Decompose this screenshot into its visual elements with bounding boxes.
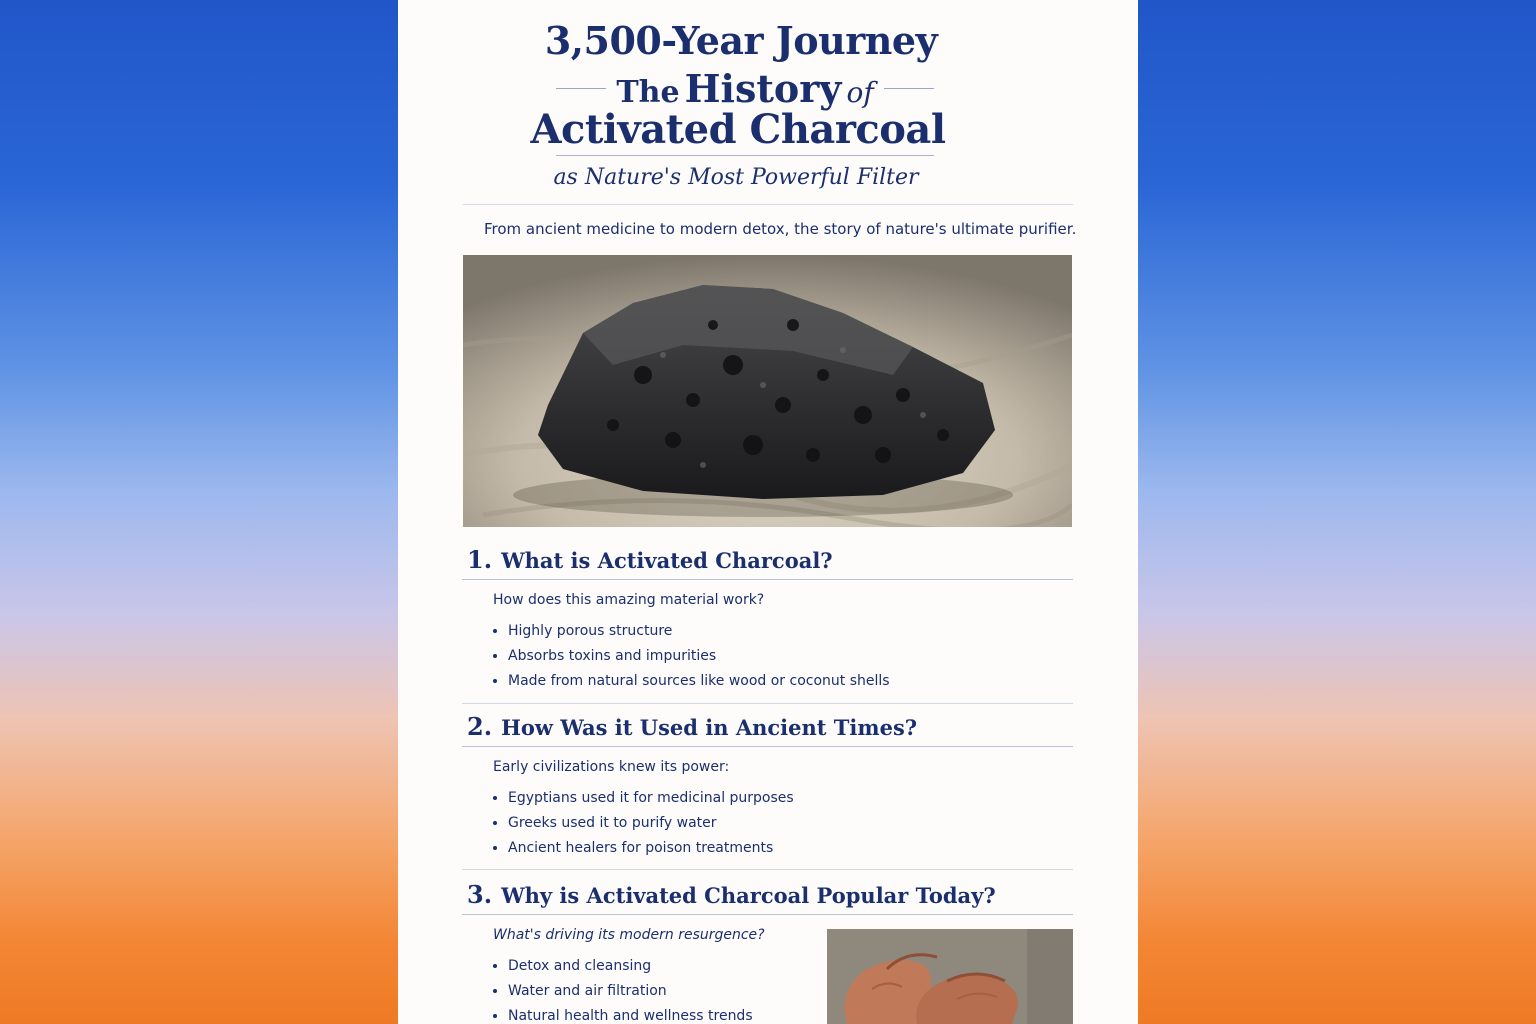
title-line-1: 3,500-Year Journey: [544, 18, 938, 63]
section-title: What is Activated Charcoal?: [501, 548, 833, 573]
title-line-3: Activated Charcoal: [530, 106, 946, 153]
section-number: 1.: [467, 545, 493, 574]
list-item: [493, 810, 1073, 835]
section-question: How does this amazing material work?: [493, 592, 765, 608]
title-of: of: [846, 75, 874, 109]
section-heading: [462, 545, 1073, 580]
list-item-text: Made from natural sources like wood or coconut shells: [508, 672, 890, 689]
bullet-list: [493, 785, 1073, 860]
section-1: [462, 545, 1073, 693]
list-item-text: Water and air filtration: [508, 982, 667, 999]
list-item-text: Egyptians used it for medicinal purposes: [508, 789, 794, 806]
list-item-text: Detox and cleansing: [508, 957, 652, 974]
title-history-words: [606, 66, 883, 111]
charcoal-rock-photo: [463, 255, 1072, 527]
bullet-icon: [493, 821, 497, 825]
title-line-2: [556, 66, 934, 110]
list-item-text: Greeks used it to purify water: [508, 814, 717, 831]
title-right-rule: [884, 88, 934, 89]
section-number: 2.: [467, 712, 493, 741]
hands-holding-photo: [827, 929, 1073, 1024]
bullet-icon: [493, 989, 497, 993]
title-left-rule: [556, 88, 606, 89]
bullet-icon: [493, 796, 497, 800]
section-question: Early civilizations knew its power:: [493, 759, 730, 775]
list-item: [493, 785, 1073, 810]
list-item: [493, 668, 1073, 693]
title-history: History: [684, 65, 842, 111]
charcoal-rock-icon: [463, 255, 1072, 527]
section-heading: [462, 880, 1073, 915]
list-item: [493, 643, 1073, 668]
intro-text: From ancient medicine to modern detox, the story of nature's ultimate purifier.: [484, 220, 1077, 238]
title-the: The: [616, 74, 680, 110]
section-title: Why is Activated Charcoal Popular Today?: [501, 883, 996, 908]
list-item-text: Highly porous structure: [508, 622, 673, 639]
section-number: 3.: [467, 880, 493, 909]
list-item: [493, 835, 1073, 860]
bullet-icon: [493, 654, 497, 658]
section-title: How Was it Used in Ancient Times?: [501, 715, 918, 740]
list-item-text: Ancient healers for poison treatments: [508, 839, 774, 856]
bullet-icon: [493, 679, 497, 683]
section-question: What's driving its modern resurgence?: [493, 927, 765, 943]
bullet-icon: [493, 629, 497, 633]
section-2: [462, 712, 1073, 860]
list-item-text: Natural health and wellness trends: [508, 1007, 753, 1024]
subtitle: as Nature's Most Powerful Filter: [553, 165, 919, 190]
list-item: [493, 618, 1073, 643]
list-item-text: Absorbs toxins and impurities: [508, 647, 717, 664]
section-heading: [462, 712, 1073, 747]
section-divider: [462, 703, 1073, 704]
hands-icon: [827, 929, 1073, 1024]
title-underline: [556, 155, 934, 156]
section-divider: [462, 869, 1073, 870]
intro-divider: [463, 204, 1073, 205]
article-page: [398, 0, 1138, 1024]
bullet-icon: [493, 964, 497, 968]
bullet-list: [493, 618, 1073, 693]
bullet-icon: [493, 846, 497, 850]
bullet-icon: [493, 1014, 497, 1018]
